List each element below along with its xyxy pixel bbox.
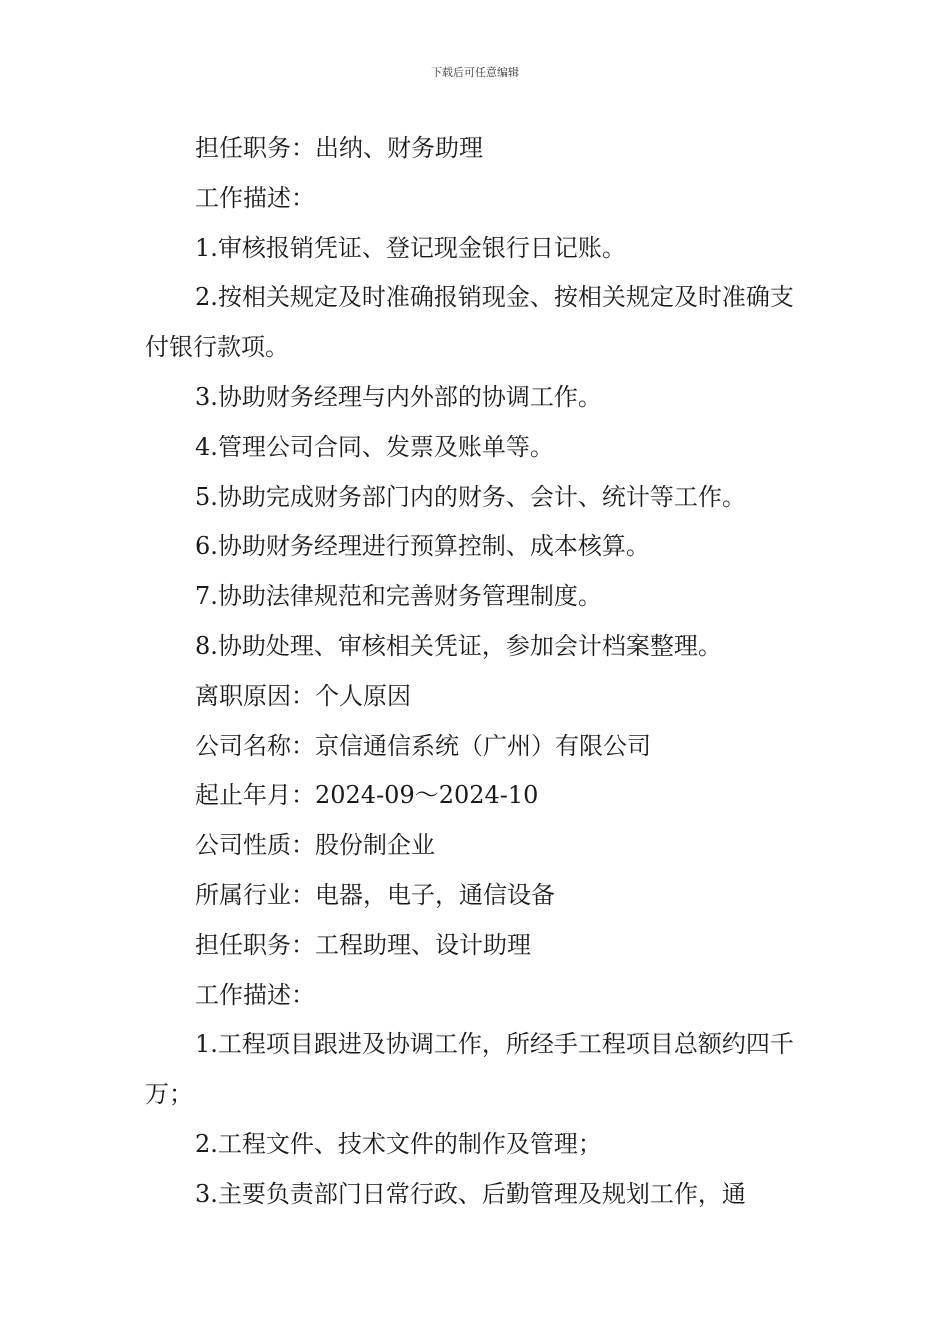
paragraph: 工作描述： bbox=[195, 183, 315, 212]
paragraph: 起止年月：2024-09～2024-10 bbox=[195, 781, 539, 810]
paragraph: 3.协助财务经理与内外部的协调工作。 bbox=[195, 382, 602, 411]
paragraph: 1.审核报销凭证、登记现金银行日记账。 bbox=[195, 233, 626, 262]
paragraph: 担任职务：工程助理、设计助理 bbox=[195, 930, 531, 959]
paragraph: 8.协助处理、审核相关凭证，参加会计档案整理。 bbox=[195, 631, 722, 660]
document-body bbox=[145, 124, 805, 1220]
paragraph: 工作描述： bbox=[195, 980, 315, 1009]
paragraph: 5.协助完成财务部门内的财务、会计、统计等工作。 bbox=[195, 482, 746, 511]
paragraph: 担任职务：出纳、财务助理 bbox=[195, 134, 483, 162]
paragraph: 3.主要负责部门日常行政、后勤管理及规划工作，通 bbox=[195, 1179, 746, 1208]
paragraph: 公司性质：股份制企业 bbox=[195, 831, 435, 860]
page-header: 下载后可任意编辑 bbox=[431, 66, 519, 79]
paragraph: 4.管理公司合同、发票及账单等。 bbox=[195, 432, 554, 461]
paragraph: 所属行业：电器，电子，通信设备 bbox=[195, 880, 555, 909]
paragraph: 离职原因：个人原因 bbox=[195, 681, 411, 710]
paragraph: 7.协助法律规范和完善财务管理制度。 bbox=[195, 582, 602, 611]
paragraph: 1.工程项目跟进及协调工作，所经手工程项目总额约四千万； bbox=[145, 1030, 794, 1109]
paragraph: 2.按相关规定及时准确报销现金、按相关规定及时准确支付银行款项。 bbox=[145, 283, 794, 362]
paragraph: 2.工程文件、技术文件的制作及管理； bbox=[195, 1129, 602, 1158]
paragraph: 公司名称：京信通信系统（广州）有限公司 bbox=[195, 731, 651, 760]
paragraph: 6.协助财务经理进行预算控制、成本核算。 bbox=[195, 532, 650, 561]
